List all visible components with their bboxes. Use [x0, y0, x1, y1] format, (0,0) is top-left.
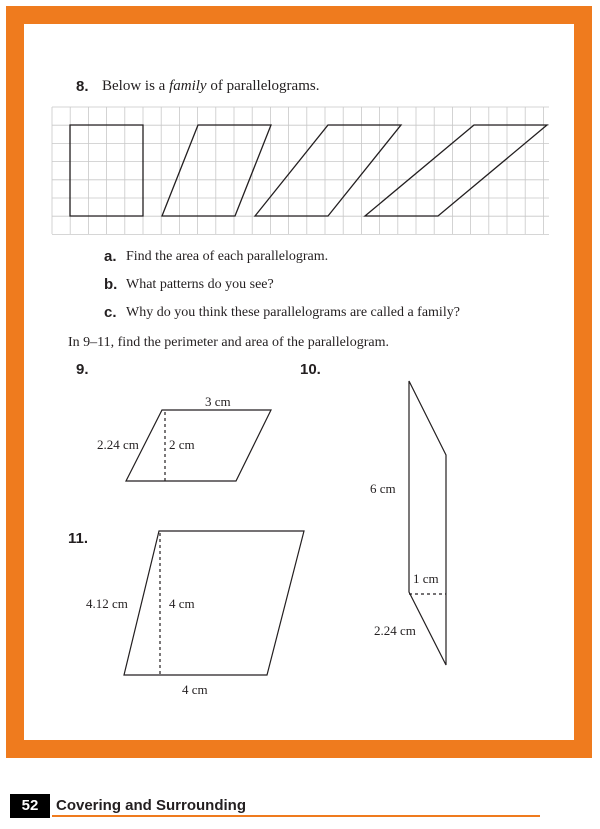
problem-9-number: 9. [76, 361, 89, 378]
problem-9-parallelogram [126, 410, 271, 481]
parallelogram-family [70, 125, 547, 216]
chapter-title: Covering and Surrounding [56, 797, 246, 814]
parallelogram-3 [255, 125, 401, 216]
part-c-text: Why do you think these parallelograms are called a family? [126, 305, 460, 320]
problem-8-intro-italic: family [169, 78, 207, 94]
parallelogram-4 [365, 125, 547, 216]
problem-8-intro-before: Below is a [102, 78, 170, 94]
problem-11-slant-label: 4.12 cm [86, 596, 128, 611]
problem-8-number: 8. [76, 78, 89, 95]
problem-11-number: 11. [68, 530, 89, 547]
parallelogram-grid [52, 107, 549, 234]
part-b-text: What patterns do you see? [126, 277, 274, 292]
problem-9-figure [126, 410, 271, 481]
part-a-letter: a. [104, 248, 117, 265]
instruction-text: In 9–11, find the perimeter and area of the parallelogram. [68, 335, 389, 350]
footer-divider [52, 815, 540, 817]
problem-10-number: 10. [300, 361, 321, 378]
problem-9-top-label: 3 cm [205, 394, 231, 409]
problem-8-intro-after: of parallelograms. [206, 78, 320, 94]
part-b-letter: b. [104, 276, 118, 293]
problem-11-parallelogram [124, 531, 304, 675]
problem-11-height-label: 4 cm [169, 596, 195, 611]
problem-11-base-label: 4 cm [182, 682, 208, 697]
problem-9-slant-label: 2.24 cm [97, 437, 139, 452]
problem-9-height-label: 2 cm [169, 437, 195, 452]
problem-10-width-label: 1 cm [413, 571, 439, 586]
page-number: 52 [10, 794, 50, 818]
problem-10-slant-label: 2.24 cm [374, 623, 416, 638]
parallelogram-2 [162, 125, 271, 216]
problem-10-long-side-label: 6 cm [370, 481, 396, 496]
part-c-letter: c. [104, 304, 117, 321]
part-a-text: Find the area of each parallelogram. [126, 249, 329, 264]
problem-11-figure [124, 531, 304, 675]
